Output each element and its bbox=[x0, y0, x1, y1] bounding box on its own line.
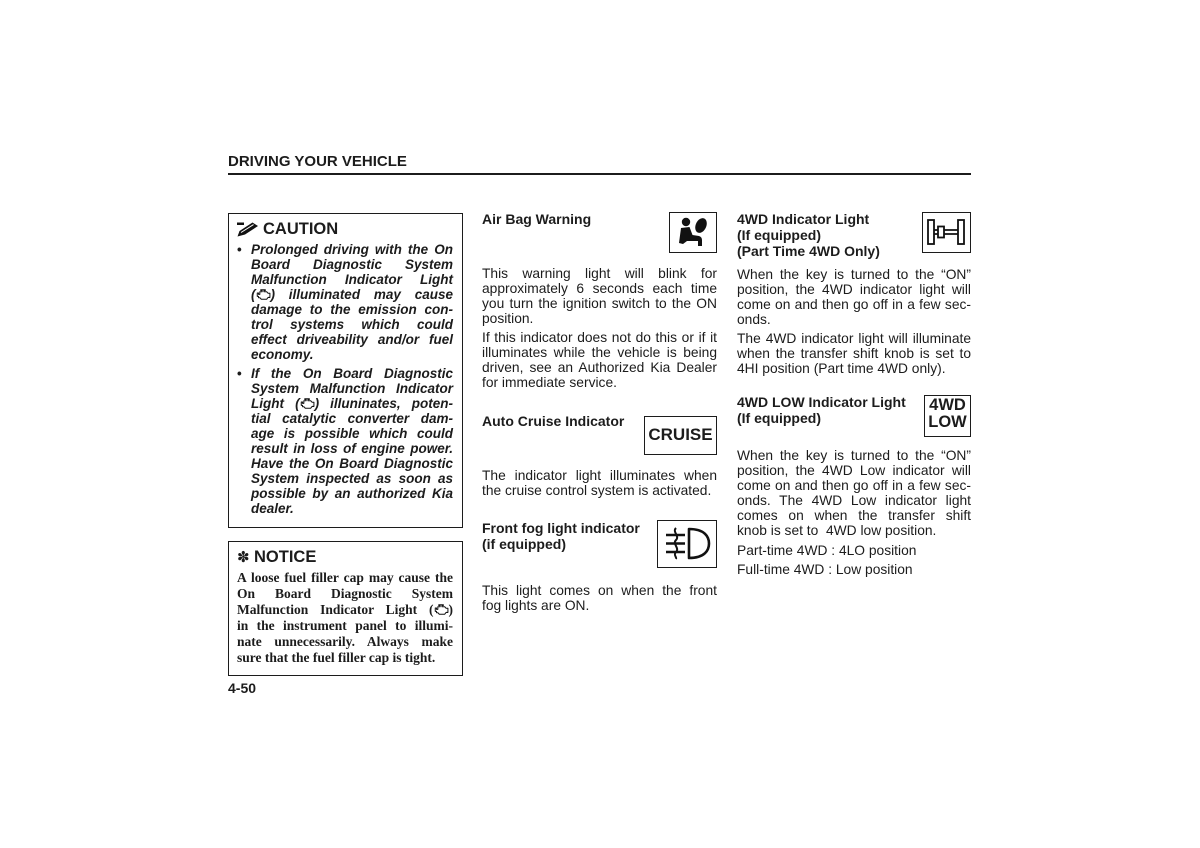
bullet-marker: • bbox=[237, 241, 242, 257]
bullet-marker: • bbox=[237, 365, 242, 381]
engine-check-icon bbox=[434, 604, 449, 615]
front-fog-indicator-box bbox=[657, 520, 717, 568]
body-text-line: illuminates while the vehicle is being bbox=[482, 344, 717, 360]
notice-text-line: A loose fuel filler cap may cause the bbox=[237, 570, 453, 585]
differential-box bbox=[938, 227, 944, 238]
text-fragment: Light ( bbox=[251, 395, 300, 411]
pencil-bar bbox=[237, 223, 244, 226]
indicator-label-line: LOW bbox=[928, 413, 967, 431]
engine-outline bbox=[435, 605, 448, 615]
right-wheel bbox=[958, 220, 964, 244]
caution-text-line bbox=[251, 287, 453, 302]
text-fragment: Malfunction Indicator Light ( bbox=[237, 602, 434, 617]
body-text-line: When the key is turned to the “ON” bbox=[737, 447, 971, 463]
cruise-indicator-label: CRUISE bbox=[644, 416, 717, 455]
caution-text-line bbox=[251, 396, 453, 411]
notice-text bbox=[237, 570, 453, 666]
body-text-line: come on and then go off in a few sec- bbox=[737, 296, 971, 312]
body-text-line: If this indicator does not do this or if it bbox=[482, 329, 717, 345]
caution-text-line: System inspected as soon as bbox=[251, 470, 453, 486]
body-text-line: The indicator light illuminates when bbox=[482, 467, 717, 483]
4wd-paragraph-2 bbox=[737, 331, 971, 376]
4wd-position-item bbox=[737, 562, 971, 577]
body-text-line: onds. bbox=[737, 311, 771, 327]
section-header: DRIVING YOUR VEHICLE bbox=[228, 153, 407, 170]
caution-text-line: dealer. bbox=[251, 500, 294, 516]
4wd-position-item bbox=[737, 543, 971, 558]
notice-text-line: nate unnecessarily. Always make bbox=[237, 634, 453, 649]
notice-text-line: On Board Diagnostic System bbox=[237, 586, 453, 601]
air-bag-indicator-box bbox=[669, 212, 717, 253]
page-number: 4-50 bbox=[228, 680, 257, 696]
front-fog-light-icon bbox=[658, 521, 715, 566]
4wd-indicator-box bbox=[922, 212, 971, 253]
body-text-line: come on and then go off in a few sec- bbox=[737, 477, 971, 493]
notice-asterisk-icon: ✽ bbox=[237, 548, 250, 566]
caution-text-line: Have the On Board Diagnostic bbox=[251, 455, 453, 471]
caution-text-line: tial catalytic converter dam- bbox=[251, 410, 453, 426]
caution-text-line: If the On Board Diagnostic bbox=[251, 365, 453, 381]
body-text-line: When the key is turned to the “ON” bbox=[737, 266, 971, 282]
body-text-line: Part-time 4WD : 4LO position bbox=[737, 542, 917, 558]
body-text-line: position, the 4WD indicator light will bbox=[737, 281, 971, 297]
indicator-label-line: 4WD bbox=[929, 396, 966, 414]
text-fragment: ) illuninates, poten- bbox=[314, 395, 454, 411]
text-fragment: ( bbox=[251, 286, 256, 302]
caution-bullet-1 bbox=[251, 242, 453, 362]
body-text-line: comes on when the transfer shift bbox=[737, 507, 971, 523]
4wd-paragraph-1 bbox=[737, 267, 971, 327]
notice-box bbox=[228, 541, 463, 676]
heading-line: (If equipped) bbox=[737, 410, 821, 426]
left-wheel bbox=[928, 220, 934, 244]
caution-text-line: economy. bbox=[251, 346, 314, 362]
caution-text-line: Board Diagnostic System bbox=[251, 256, 453, 272]
body-text-line: onds. The 4WD Low indicator light bbox=[737, 492, 971, 508]
engine-outline bbox=[257, 289, 270, 299]
header-rule bbox=[228, 173, 971, 175]
airbag-shape bbox=[692, 215, 710, 235]
caution-text-line: age is possible which could bbox=[251, 425, 453, 441]
lamp-shape bbox=[689, 529, 709, 558]
text-fragment: ) bbox=[448, 602, 453, 617]
caution-title: CAUTION bbox=[263, 220, 339, 238]
front-fog-paragraph bbox=[482, 583, 717, 613]
engine-check-icon bbox=[256, 289, 271, 300]
4wd-low-indicator-box bbox=[924, 395, 971, 437]
body-text-line: when the transfer shift knob is set to bbox=[737, 345, 971, 361]
notice-title: NOTICE bbox=[254, 548, 317, 566]
body-text-line: approximately 6 seconds each time bbox=[482, 280, 717, 296]
heading-line: 4WD LOW Indicator Light bbox=[737, 394, 906, 410]
pencil-icon bbox=[237, 222, 259, 237]
caution-text-line: Malfunction Indicator Light bbox=[251, 271, 453, 287]
body-text-line: driven, see an Authorized Kia Dealer bbox=[482, 359, 717, 375]
body-text-line: position. bbox=[482, 310, 534, 326]
engine-check-icon bbox=[300, 398, 315, 409]
notice-text-line: in the instrument panel to illumi- bbox=[237, 618, 453, 633]
4wd-low-paragraph bbox=[737, 448, 971, 538]
heading-line: Front fog light indicator bbox=[482, 520, 640, 536]
caution-text-line: trol systems which could bbox=[251, 316, 453, 332]
auto-cruise-paragraph bbox=[482, 468, 717, 498]
body-text-line: knob is set to 4WD low position. bbox=[737, 522, 937, 538]
caution-text-line: possible by an authorized Kia bbox=[251, 485, 453, 501]
body-text-line: for immediate service. bbox=[482, 374, 617, 390]
caution-box bbox=[228, 213, 463, 528]
occupant-head bbox=[682, 218, 690, 226]
caution-text-line: damage to the emission con- bbox=[251, 301, 453, 317]
air-bag-paragraph-1 bbox=[482, 266, 717, 326]
body-text-line: The 4WD indicator light will illuminate bbox=[737, 330, 971, 346]
body-text-line: 4HI position (Part time 4WD only). bbox=[737, 360, 946, 376]
heading-line: 4WD Indicator Light bbox=[737, 211, 870, 227]
air-bag-warning-icon bbox=[670, 213, 715, 251]
text-fragment: ) illuminated may cause bbox=[270, 286, 453, 302]
engine-outline bbox=[301, 398, 314, 408]
heading-line: (Part Time 4WD Only) bbox=[737, 243, 880, 259]
caution-text-line: effect driveability and/or fuel bbox=[251, 331, 453, 347]
caution-text-line: System Malfunction Indicator bbox=[251, 380, 453, 396]
heading-line: (If equipped) bbox=[737, 227, 821, 243]
notice-text-line: sure that the fuel filler cap is tight. bbox=[237, 650, 436, 665]
heading-line: (if equipped) bbox=[482, 536, 566, 552]
body-text-line: This warning light will blink for bbox=[482, 265, 717, 281]
air-bag-paragraph-2 bbox=[482, 330, 717, 390]
notice-text-line bbox=[237, 602, 453, 618]
caution-bullet-2 bbox=[251, 366, 453, 516]
heading-line: Air Bag Warning bbox=[482, 211, 592, 227]
body-text-line: the cruise control system is activated. bbox=[482, 482, 712, 498]
body-text-line: This light comes on when the front bbox=[482, 582, 717, 598]
heading-line: Auto Cruise Indicator bbox=[482, 413, 625, 429]
caution-text-line: Prolonged driving with the On bbox=[251, 241, 453, 257]
4wd-indicator-icon bbox=[923, 213, 969, 251]
body-text-line: fog lights are ON. bbox=[482, 597, 590, 613]
caution-text-line: result in loss of engine power. bbox=[251, 440, 453, 456]
body-text-line: Full-time 4WD : Low position bbox=[737, 561, 913, 577]
body-text-line: position, the 4WD Low indicator will bbox=[737, 462, 971, 478]
body-text-line: you turn the ignition switch to the ON bbox=[482, 295, 717, 311]
